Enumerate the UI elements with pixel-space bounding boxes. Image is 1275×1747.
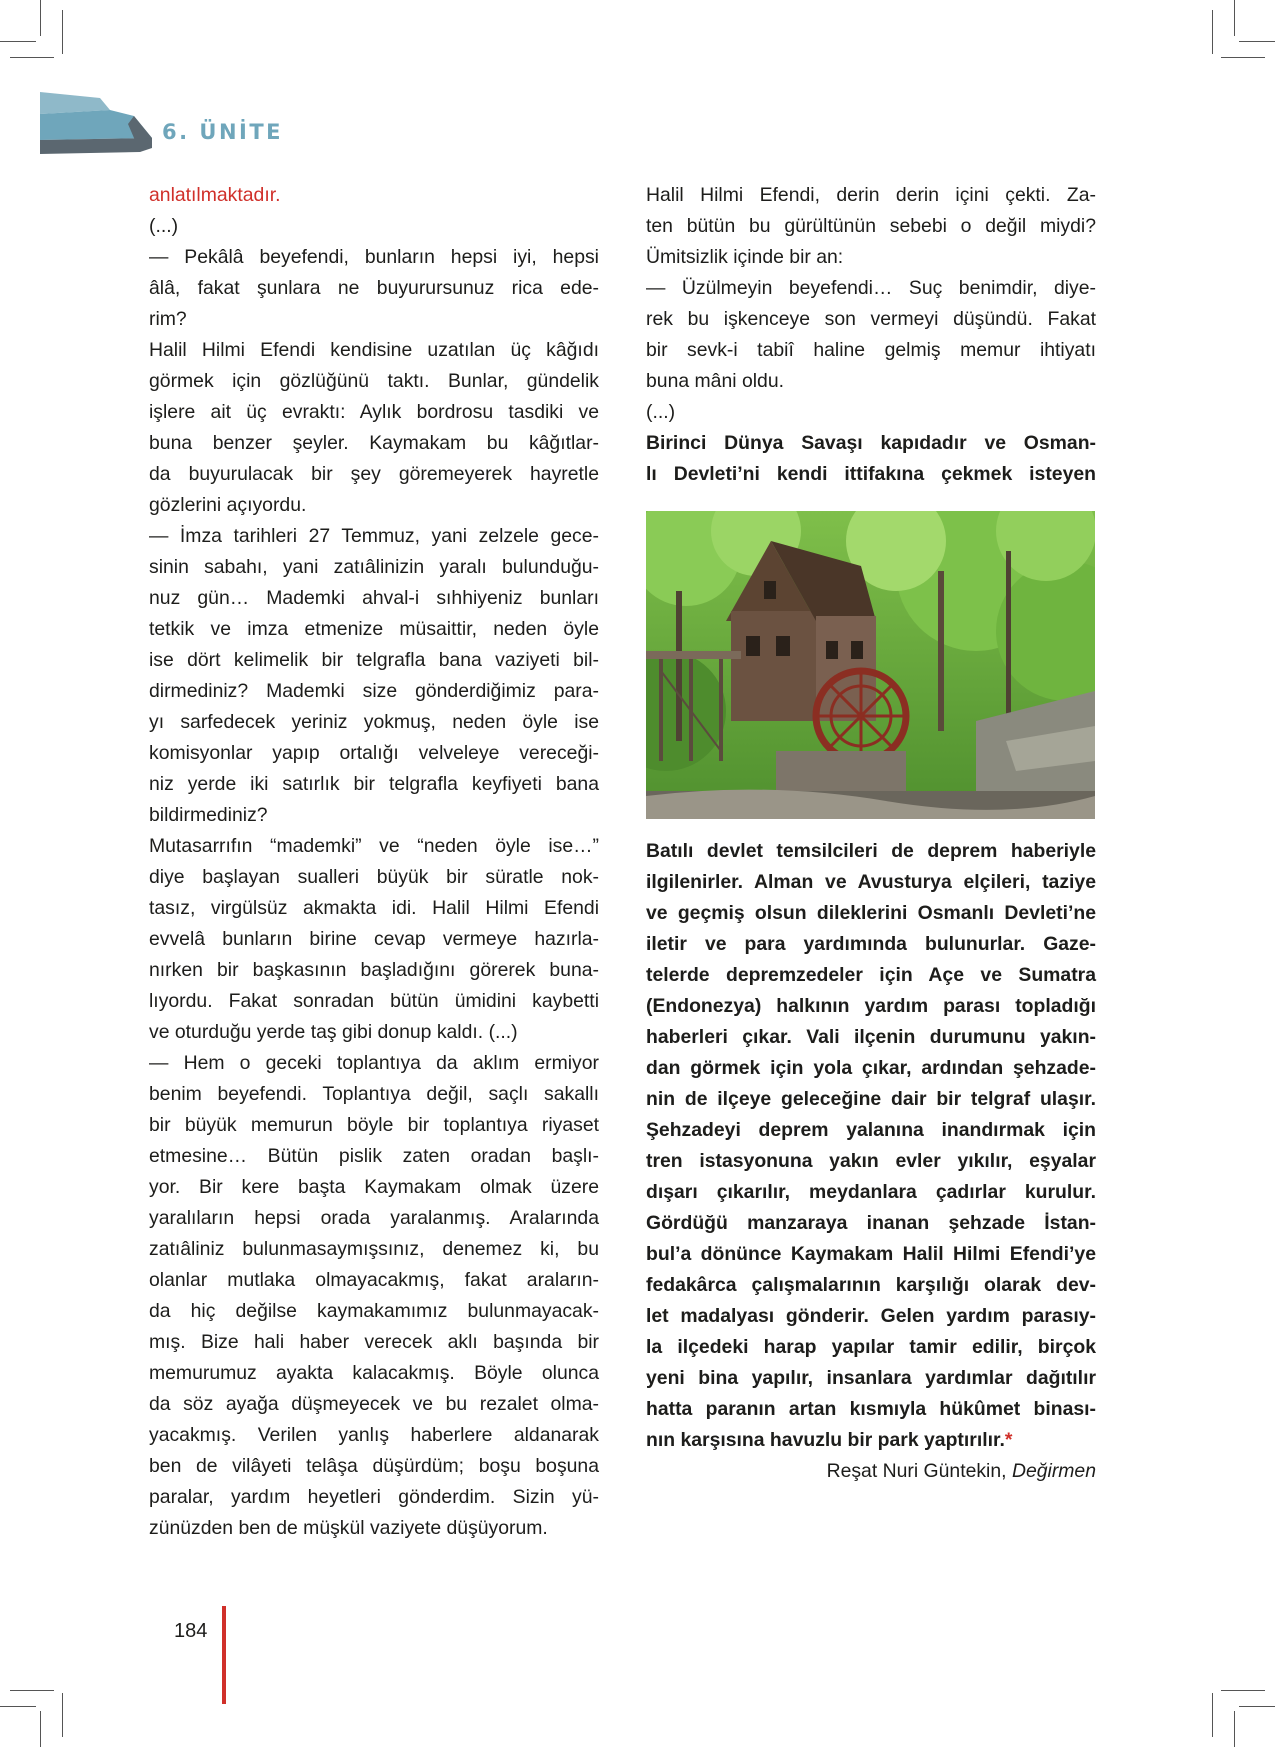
crop-mark xyxy=(62,1693,63,1737)
crop-mark xyxy=(10,1690,54,1691)
text-line: niz yerde iki satırlık bir telgrafla keyfiyeti bana xyxy=(149,773,599,795)
text-line: ve geçmiş olsun dileklerini Osmanlı Devleti’ne xyxy=(646,902,1096,924)
text-line: dan görmek için yola çıkar, ardından şehzade- xyxy=(646,1057,1096,1079)
text-line: yor. Bir kere başta Kaymakam olmak üzere xyxy=(149,1176,599,1198)
page-number-bar xyxy=(222,1606,226,1704)
text-line: da söz ayağa düşmeyecek ve bu rezalet olma- xyxy=(149,1393,599,1415)
text-line: yı sarfedecek yeriniz yokmuş, neden öyle ise xyxy=(149,711,599,733)
text-line: nuz gün… Mademki ahval-i sıhhiyeniz bunları xyxy=(149,587,599,609)
text-line: da hiç değilse kaymakamımız bulunmayacak- xyxy=(149,1300,599,1322)
text-line: Gördüğü manzaraya inanan şehzade İstan- xyxy=(646,1212,1096,1234)
work-title: Değirmen xyxy=(1011,1460,1096,1482)
unit-header-graphic xyxy=(40,92,152,154)
crop-mark xyxy=(0,41,36,42)
text-line: âlâ, fakat şunlara ne buyurursunuz rica ede- xyxy=(149,277,599,299)
text-line: komisyonlar yapıp ortalığı velveleye vereceği- xyxy=(149,742,599,764)
text-line: Halil Hilmi Efendi kendisine uzatılan üç kâğıdı xyxy=(149,339,599,361)
crop-mark xyxy=(1234,0,1235,36)
text-line: iletir ve para yardımında bulunurlar. Gaze- xyxy=(646,933,1096,955)
text-line: yeni bina yapılır, insanlara yardımlar dağıtılır xyxy=(646,1367,1096,1389)
attribution xyxy=(646,1456,1096,1487)
text-line: let madalyası gönderir. Gelen yardım parasıy- xyxy=(646,1305,1096,1327)
text-line: Halil Hilmi Efendi, derin derin içini çekti. Za- xyxy=(646,184,1096,206)
text-line: — Hem o geceki toplantıya da aklım ermiyor xyxy=(149,1052,599,1074)
crop-mark xyxy=(1212,1693,1213,1737)
text-line: — İmza tarihleri 27 Temmuz, yani zelzele gece- xyxy=(149,525,599,547)
text-line: — Pekâlâ beyefendi, bunların hepsi iyi, hepsi xyxy=(149,246,599,268)
text-line: etmesine… Bütün pislik zaten oradan başlı- xyxy=(149,1145,599,1167)
text-line: haberleri çıkar. Vali ilçenin durumunu yakın- xyxy=(646,1026,1096,1048)
text-line xyxy=(646,1425,1096,1456)
crop-mark xyxy=(10,57,54,58)
right-text-column-bottom xyxy=(646,836,1096,1487)
text-line: benim beyefendi. Toplantıya değil, saçlı sakallı xyxy=(149,1083,599,1105)
text-line: diye başlayan sualleri büyük bir süratle nok- xyxy=(149,866,599,888)
page-number: 184 xyxy=(174,1620,208,1642)
text-line: bildirmediniz? xyxy=(149,804,268,826)
text-line: (...) xyxy=(149,215,179,237)
text-line: tetkik ve imza etmenize müsaittir, neden öyle xyxy=(149,618,599,640)
text-line: ise dört kelimelik bir telgrafla bana vaziyeti bil- xyxy=(149,649,599,671)
text-line: dışarı çıkarılır, meydanlara çadırlar kurulur. xyxy=(646,1181,1096,1203)
water-mill-photo xyxy=(646,511,1095,819)
text-line: mış. Bize hali haber verecek aklı başında bir xyxy=(149,1331,599,1353)
text-line: ben de vilâyeti telâşa düşürdüm; boşu boşuna xyxy=(149,1455,599,1477)
crop-mark xyxy=(1212,10,1213,54)
text-line: evvelâ bunların birine cevap vermeye hazırla- xyxy=(149,928,599,950)
text-line: (...) xyxy=(646,401,676,423)
unit-title: 6. ÜNİTE xyxy=(162,120,284,144)
text-line: fedakârca çalışmalarının karşılığı olarak dev- xyxy=(646,1274,1096,1296)
text-line: sinin sabahı, yani zatıâlinizin yaralı bulunduğu- xyxy=(149,556,599,578)
text-line: zünüzden ben de müşkül vaziyete düşüyorum. xyxy=(149,1517,548,1539)
text-line: lı Devleti’ni kendi ittifakına çekmek isteyen xyxy=(646,463,1096,485)
text-line: zatıâliniz bulunmasaymışsınız, denemez ki, bu xyxy=(149,1238,599,1260)
text-line: olanlar mutlaka olmayacakmış, fakat araların- xyxy=(149,1269,599,1291)
text-line: Mutasarrıfın “mademki” ve “neden öyle ise…” xyxy=(149,835,599,857)
text-line: — Üzülmeyin beyefendi… Suç benimdir, diye- xyxy=(646,277,1096,299)
text-line: bul’a dönünce Kaymakam Halil Hilmi Efendi’ye xyxy=(646,1243,1096,1265)
right-text-column-top xyxy=(646,180,1096,490)
text-line: (Endonezya) halkının yardım parası topladığı xyxy=(646,995,1096,1017)
text-line: paralar, yardım heyetleri gönderdim. Sizin yü- xyxy=(149,1486,599,1508)
crop-mark xyxy=(40,0,41,36)
crop-mark xyxy=(1239,41,1275,42)
text-line: anlatılmaktadır. xyxy=(149,184,281,206)
text-line: görmek için gözlüğünü taktı. Bunlar, gündelik xyxy=(149,370,599,392)
text-line: Batılı devlet temsilcileri de deprem haberiyle xyxy=(646,840,1096,862)
crop-mark xyxy=(62,10,63,54)
left-text-column xyxy=(149,180,599,1544)
text-line: memurumuz ayakta kalacakmış. Böyle olunca xyxy=(149,1362,599,1384)
text-line: buna mâni oldu. xyxy=(646,370,784,392)
text-line: Ümitsizlik içinde bir an: xyxy=(646,246,844,268)
text-line: yaralıların hepsi orada yaralanmış. Aralarında xyxy=(149,1207,599,1229)
text-line: da buyurulacak bir şey göremeyerek hayretle xyxy=(149,463,599,485)
text-line: ve oturduğu yerde taş gibi donup kaldı. (...) xyxy=(149,1021,518,1043)
text-line: rek bu işkenceye son vermeyi düşündü. Fakat xyxy=(646,308,1096,330)
closing-sentence: nın karşısına havuzlu bir park yaptırılır. xyxy=(646,1429,1005,1451)
crop-mark xyxy=(40,1711,41,1747)
text-line: bir sevk-i tabiî haline gelmiş memur ihtiyatı xyxy=(646,339,1096,361)
crop-mark xyxy=(1221,57,1265,58)
text-line: rim? xyxy=(149,308,187,330)
crop-mark xyxy=(0,1706,36,1707)
crop-mark xyxy=(1234,1711,1235,1747)
text-line: la ilçedeki harap yapılar tamir edilir, birçok xyxy=(646,1336,1096,1358)
text-line: ilgilenirler. Alman ve Avusturya elçileri, taziye xyxy=(646,871,1096,893)
text-line: gözlerini açıyordu. xyxy=(149,494,307,516)
text-line: telerde depremzedeler için Açe ve Sumatra xyxy=(646,964,1096,986)
text-line: hatta paranın artan kısmıyla hükûmet binası- xyxy=(646,1398,1096,1420)
text-line: Birinci Dünya Savaşı kapıdadır ve Osman- xyxy=(646,432,1096,454)
text-line: bir büyük memurun böyle bir toplantıya riyaset xyxy=(149,1114,599,1136)
text-line: tren istasyonuna yakın evler yıkılır, eşyalar xyxy=(646,1150,1096,1172)
text-line: nin de ilçeye geleceğine dair bir telgraf ulaşır. xyxy=(646,1088,1096,1110)
text-line: yacakmış. Verilen yanlış haberlere aldanarak xyxy=(149,1424,599,1446)
footnote-asterisk: * xyxy=(1004,1429,1013,1451)
author-name: Reşat Nuri Güntekin, xyxy=(826,1460,1012,1482)
crop-mark xyxy=(1221,1690,1265,1691)
text-line: Şehzadeyi deprem yalanına inandırmak için xyxy=(646,1119,1096,1141)
text-line: buna benzer şeyler. Kaymakam bu kâğıtlar- xyxy=(149,432,599,454)
text-line: nırken bir başkasının başladığını görerek buna- xyxy=(149,959,599,981)
crop-mark xyxy=(1239,1706,1275,1707)
text-line: lıyordu. Fakat sonradan bütün ümidini kaybetti xyxy=(149,990,599,1012)
text-line: dirmediniz? Mademki size gönderdiğimiz para- xyxy=(149,680,599,702)
text-line: işlere ait üç evraktı: Aylık bordrosu tasdiki ve xyxy=(149,401,599,423)
text-line: tasız, virgülsüz akmakta idi. Halil Hilmi Efendi xyxy=(149,897,599,919)
text-line: ten bütün bu gürültünün sebebi o değil miydi? xyxy=(646,215,1096,237)
